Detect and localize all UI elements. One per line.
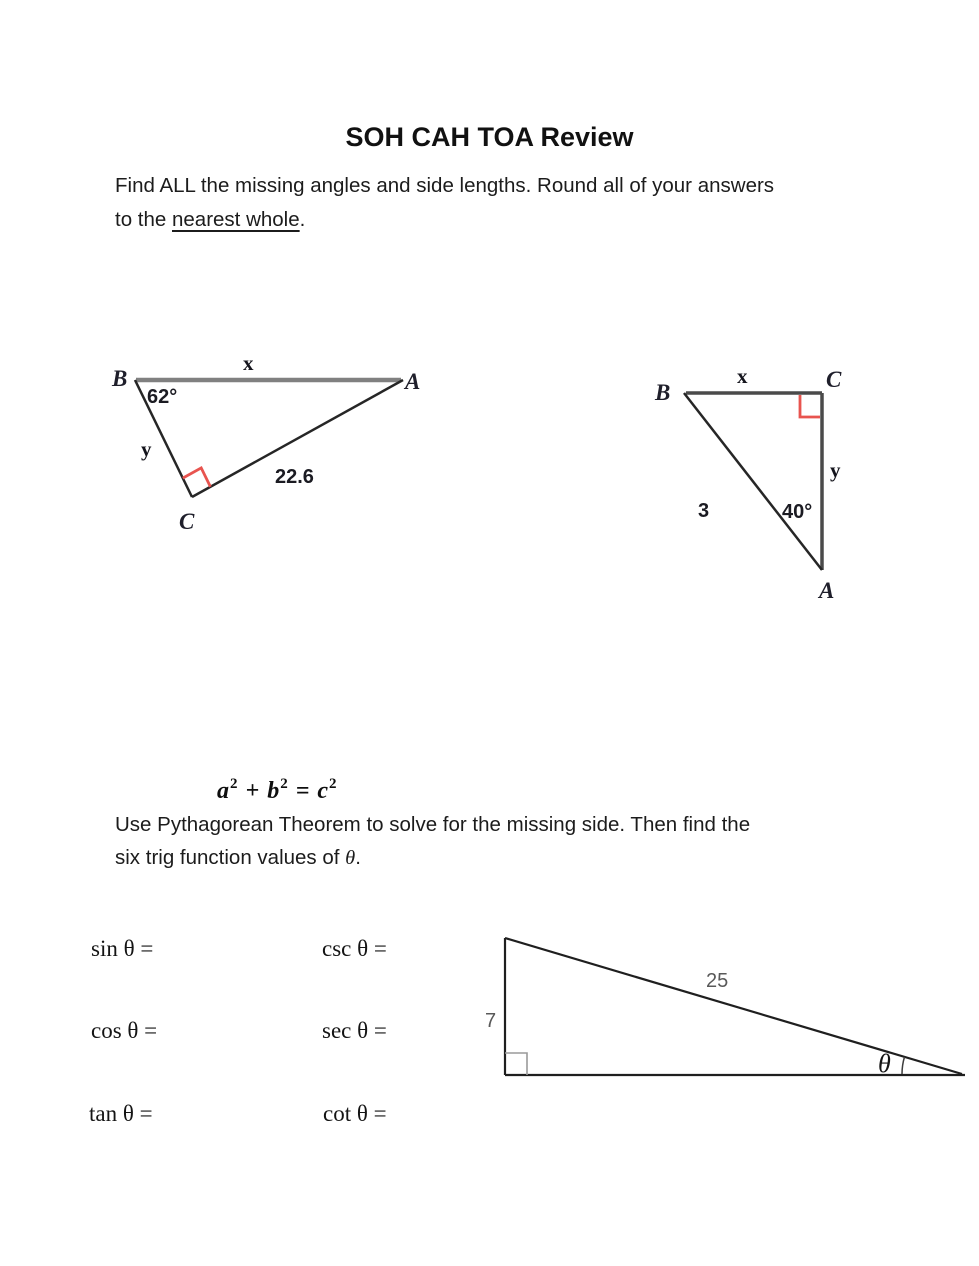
right-tri-vertex-label-c: C <box>826 367 842 392</box>
left-tri-hypotenuse-label: 22.6 <box>275 466 314 488</box>
right-tri-hypotenuse-label: 3 <box>698 500 710 522</box>
intro-line2-suffix: . <box>299 208 306 231</box>
bottom-tri-angle-arc-icon <box>902 1057 905 1074</box>
pythagorean-line2-prefix: six trig function values of <box>115 846 346 869</box>
intro-instructions <box>115 169 895 237</box>
right-tri-vertex-label-a: A <box>819 578 835 603</box>
left-tri-vertex-label-c: C <box>179 509 195 534</box>
trig-prompt-sec: sec θ = <box>322 1018 387 1043</box>
pythagorean-line1: Use Pythagorean Theorem to solve for the missing side. Then find the <box>115 813 751 836</box>
trig-prompt-csc: csc θ = <box>322 936 387 961</box>
bottom-tri-right-angle-icon <box>505 1053 527 1075</box>
formula-term3-exponent: 2 <box>329 776 338 792</box>
formula-term2-exponent: 2 <box>280 776 289 792</box>
right-tri-side-y-label: y <box>830 458 841 482</box>
left-tri-vertex-label-b: B <box>112 366 128 391</box>
left-tri-side-x-label: x <box>243 351 254 375</box>
triangle-diagram-bottom <box>475 925 979 1090</box>
intro-line1: Find ALL the missing angles and side lengths. Round all of your answers <box>115 174 775 197</box>
page-title: SOH CAH TOA Review <box>345 122 634 152</box>
intro-line2-prefix: to the <box>115 208 172 231</box>
formula-term1: a <box>217 778 230 804</box>
trig-prompt-cot: cot θ = <box>323 1101 387 1126</box>
theta-symbol: θ <box>345 847 356 869</box>
right-tri-vertex-label-b: B <box>655 380 671 405</box>
formula-plus-sign: + <box>245 778 261 804</box>
left-tri-angle-b-label: 62° <box>147 386 178 408</box>
trig-prompt-sin: sin θ = <box>91 936 154 961</box>
right-tri-side-x-label: x <box>737 364 748 388</box>
formula-equals-sign: = <box>295 778 311 804</box>
formula-term2: b <box>267 778 281 804</box>
bottom-tri-theta-label: θ <box>878 1049 891 1078</box>
right-tri-hypotenuse-line <box>684 393 822 570</box>
left-tri-vertex-label-a: A <box>405 369 421 394</box>
triangle-diagram-left <box>100 340 460 555</box>
triangle-diagram-right <box>650 360 875 615</box>
bottom-tri-leg-label: 7 <box>485 1010 497 1032</box>
pythagorean-formula <box>217 777 338 805</box>
right-tri-right-angle-icon <box>800 395 820 417</box>
bottom-tri-hypotenuse-label: 25 <box>706 970 729 992</box>
formula-term3: c <box>317 778 330 804</box>
right-tri-angle-a-label: 40° <box>782 501 813 523</box>
pythagorean-instructions <box>115 808 895 875</box>
trig-prompt-cos: cos θ = <box>91 1018 158 1043</box>
formula-term1-exponent: 2 <box>230 776 239 792</box>
intro-underlined-text: nearest whole <box>172 208 300 231</box>
bottom-tri-hypotenuse-line <box>505 938 962 1074</box>
pythagorean-line2-suffix: . <box>355 846 361 869</box>
left-tri-side-y-label: y <box>141 437 152 461</box>
trig-prompt-tan: tan θ = <box>89 1101 153 1126</box>
